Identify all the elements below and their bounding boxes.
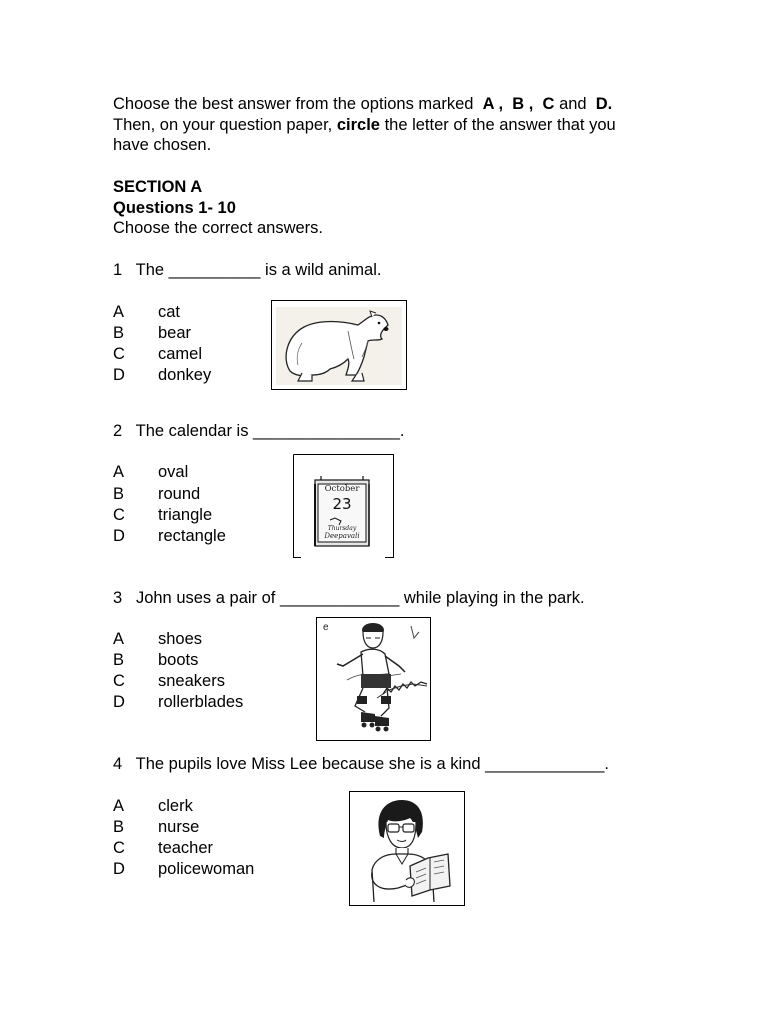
option-marker-b: B , xyxy=(512,95,534,113)
question-number: 1 xyxy=(113,261,123,279)
option-letter: D xyxy=(113,860,125,878)
option-text: cat xyxy=(158,303,181,321)
instruction-line-2 xyxy=(113,115,673,136)
option-text: clerk xyxy=(158,797,193,815)
instruction-text: the letter of the answer that you xyxy=(384,115,616,134)
calendar-event: Deepavali xyxy=(324,532,360,540)
question-text: The calendar is ________________. xyxy=(135,422,405,440)
question-2-stem xyxy=(113,421,404,442)
option-letter: C xyxy=(113,345,125,363)
option-text: nurse xyxy=(158,818,200,836)
question-4-stem xyxy=(113,754,609,775)
option-row[interactable] xyxy=(113,796,193,817)
instruction-line-1 xyxy=(113,94,673,115)
instruction-emphasis: circle xyxy=(336,115,380,134)
instruction-text: and xyxy=(559,95,587,113)
option-text: triangle xyxy=(158,506,213,524)
option-marker-c: C xyxy=(542,95,555,113)
option-row[interactable] xyxy=(113,365,211,386)
option-row[interactable] xyxy=(113,526,226,547)
option-letter: B xyxy=(113,324,125,342)
option-text: rectangle xyxy=(158,527,226,545)
option-text: round xyxy=(158,485,201,503)
question-text: The pupils love Miss Lee because she is a kind _____________. xyxy=(135,755,609,773)
question-number: 4 xyxy=(113,755,123,773)
option-row[interactable] xyxy=(113,671,225,692)
option-letter: C xyxy=(113,672,125,690)
option-text: oval xyxy=(158,463,189,481)
option-text: shoes xyxy=(158,630,203,648)
option-text: camel xyxy=(158,345,203,363)
question-3-stem xyxy=(113,588,585,609)
svg-text:e: e xyxy=(323,622,329,633)
option-text: rollerblades xyxy=(158,693,244,711)
option-row[interactable] xyxy=(113,838,213,859)
option-letter: B xyxy=(113,485,125,503)
option-row[interactable] xyxy=(113,817,199,838)
option-row[interactable] xyxy=(113,692,243,713)
calendar-day: 23 xyxy=(332,495,352,513)
option-letter: B xyxy=(113,651,125,669)
option-letter: A xyxy=(113,303,125,321)
instructions xyxy=(113,94,673,156)
option-text: donkey xyxy=(158,366,212,384)
question-text: John uses a pair of _____________ while playing in the park. xyxy=(135,589,585,607)
section-header xyxy=(113,177,323,239)
option-row[interactable] xyxy=(113,629,202,650)
calendar-month: October xyxy=(324,484,360,494)
question-text: The __________ is a wild animal. xyxy=(135,261,382,279)
option-letter: C xyxy=(113,506,125,524)
option-text: bear xyxy=(158,324,192,342)
option-letter: D xyxy=(113,527,125,545)
option-row[interactable] xyxy=(113,302,180,323)
instruction-line-3: have chosen. xyxy=(113,136,212,155)
polar-bear-picture xyxy=(271,300,407,390)
option-row[interactable] xyxy=(113,859,254,880)
question-1-stem xyxy=(113,260,381,281)
option-text: teacher xyxy=(158,839,214,857)
option-row[interactable] xyxy=(113,323,191,344)
question-number: 2 xyxy=(113,422,123,440)
option-letter: A xyxy=(113,463,125,481)
option-text: boots xyxy=(158,651,199,669)
option-marker-d: D. xyxy=(595,95,613,113)
option-letter: A xyxy=(113,797,125,815)
option-text: sneakers xyxy=(158,672,225,690)
calendar-weekday: Thursday xyxy=(327,525,357,532)
option-letter: C xyxy=(113,839,125,857)
calendar-picture xyxy=(293,454,394,558)
teacher-picture xyxy=(349,791,465,906)
option-letter: D xyxy=(113,366,125,384)
question-number: 3 xyxy=(113,589,123,607)
instruction-text: Then, on your question paper, xyxy=(113,115,333,134)
section-direction: Choose the correct answers. xyxy=(113,219,324,238)
option-row[interactable] xyxy=(113,462,188,483)
option-text: policewoman xyxy=(158,860,255,878)
option-row[interactable] xyxy=(113,650,198,671)
section-subtitle: Questions 1- 10 xyxy=(113,198,236,217)
rollerblader-picture xyxy=(316,617,431,741)
option-letter: B xyxy=(113,818,125,836)
option-row[interactable] xyxy=(113,505,212,526)
instruction-text: Choose the best answer from the options marked xyxy=(113,95,474,113)
option-row[interactable] xyxy=(113,484,200,505)
option-marker-a: A , xyxy=(482,95,504,113)
section-title: SECTION A xyxy=(113,178,203,196)
option-row[interactable] xyxy=(113,344,202,365)
option-letter: A xyxy=(113,630,125,648)
option-letter: D xyxy=(113,693,125,711)
